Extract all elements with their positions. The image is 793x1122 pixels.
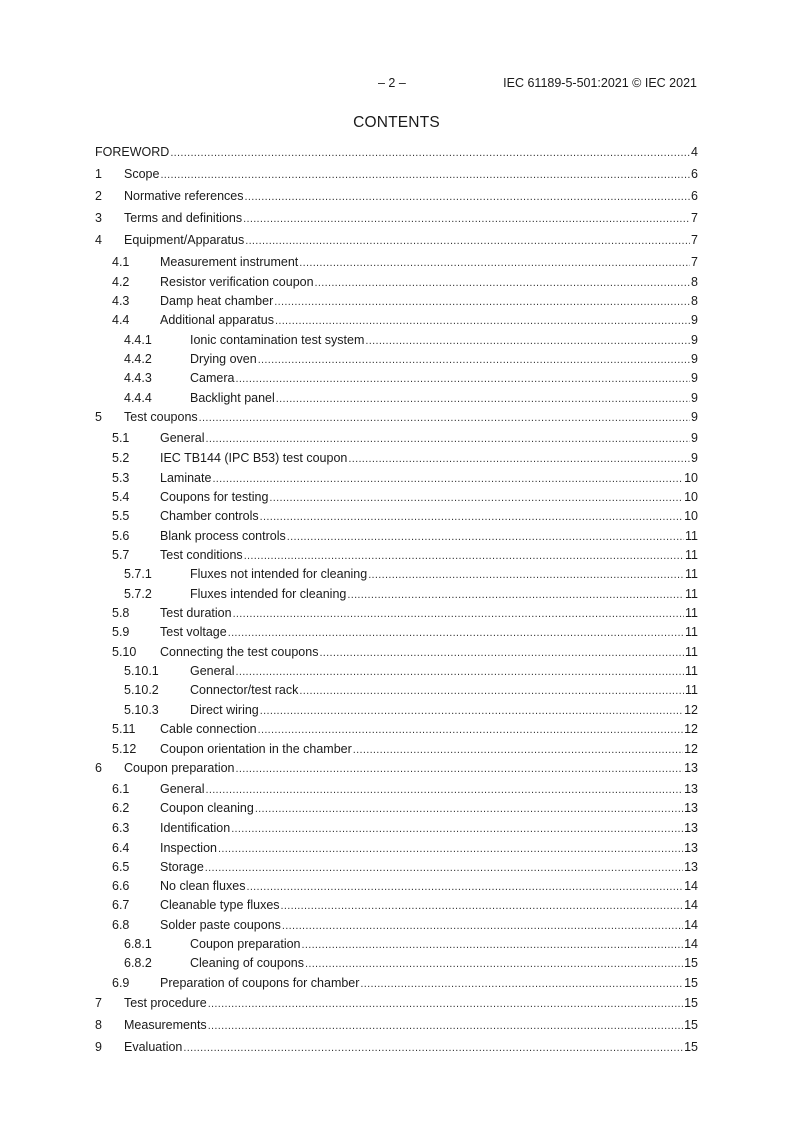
dot-leader [299,257,690,269]
toc-entry-page: 11 [685,587,698,601]
toc-entry[interactable] [95,703,698,719]
dot-leader [160,169,690,181]
toc-entry-number: 6.4 [112,841,130,855]
dot-leader [245,191,691,203]
toc-entry-body [160,742,698,756]
toc-entry-number: 6.9 [112,976,130,990]
dot-leader [235,666,684,678]
toc-entry-number: 5.10 [112,645,137,659]
toc-entry-title[interactable]: Normative references [124,189,244,203]
toc-entry-body [124,410,698,424]
toc-entry[interactable] [95,782,698,798]
toc-entry-number: 4 [95,233,102,247]
toc-entry-number: 5.7.1 [124,567,152,581]
toc-entry[interactable] [95,410,698,426]
toc-entry-body [190,567,698,581]
toc-entry[interactable] [95,313,698,329]
toc-entry-page: 9 [691,431,698,445]
page-title: CONTENTS [353,114,440,131]
toc-entry-title[interactable]: Storage [160,860,204,874]
toc-entry-title[interactable]: Preparation of coupons for chamber [160,976,360,990]
toc-entry-body [160,782,698,796]
toc-entry-page: 13 [684,761,698,775]
toc-entry-title[interactable]: Coupon preparation [190,937,301,951]
toc-entry-body [160,529,698,543]
toc-entry-body [124,233,698,247]
dot-leader [205,862,683,874]
toc-entry-page: 9 [691,333,698,347]
standard-identifier: IEC 61189-5-501:2021 © IEC 2021 [503,76,697,90]
toc-entry-page: 6 [691,189,698,203]
toc-entry-number: 6.6 [112,879,130,893]
toc-entry[interactable] [95,451,698,467]
toc-entry-number: 7 [95,996,102,1010]
toc-entry[interactable] [95,490,698,506]
page-number: – 2 – [378,76,406,90]
toc-entry[interactable] [95,587,698,603]
toc-entry-page: 9 [691,410,698,424]
toc-entry-page: 14 [684,879,698,893]
toc-entry-title[interactable]: Inspection [160,841,217,855]
dot-leader [368,569,684,581]
toc-entry-page: 8 [691,275,698,289]
toc-entry-number: 2 [95,189,102,203]
toc-entry-number: 4.4.2 [124,352,152,366]
toc-entry[interactable] [95,371,698,387]
toc-entry-body [160,898,698,912]
toc-entry-page: 11 [685,529,698,543]
toc-entry-number: 6.2 [112,801,130,815]
toc-entry-title[interactable]: Evaluation [124,1040,183,1054]
toc-entry[interactable] [95,294,698,310]
toc-entry-page: 11 [685,567,698,581]
toc-entry-title[interactable]: Terms and definitions [124,211,243,225]
toc-entry[interactable] [95,1040,698,1056]
toc-entry-page: 9 [691,352,698,366]
toc-entry-body [124,211,698,225]
dot-leader [282,920,683,932]
dot-leader [235,373,690,385]
toc-entry-body [160,255,698,269]
toc-entry-title[interactable]: Connector/test rack [190,683,299,697]
dot-leader [233,608,684,620]
toc-entry[interactable] [95,145,698,161]
dot-leader [305,958,683,970]
toc-entry-number: 8 [95,1018,102,1032]
toc-entry-page: 9 [691,451,698,465]
toc-entry[interactable] [95,742,698,758]
toc-entry-page: 12 [684,742,698,756]
dot-leader [208,998,683,1010]
toc-entry[interactable] [95,937,698,953]
toc-entry[interactable] [95,956,698,972]
toc-entry-number: 5.1 [112,431,130,445]
toc-entry[interactable] [95,722,698,738]
toc-entry-number: 4.4 [112,313,130,327]
toc-entry-body [160,606,698,620]
toc-entry-title[interactable]: Identification [160,821,231,835]
toc-entry[interactable] [95,567,698,583]
toc-entry-body [124,1040,698,1054]
toc-entry-body [160,509,698,523]
toc-entry-body [160,294,698,308]
toc-entry-number: 6.8.1 [124,937,152,951]
toc-entry-page: 7 [691,255,698,269]
dot-leader [269,492,683,504]
toc-entry-page: 14 [684,918,698,932]
toc-entry-number: 4.4.1 [124,333,152,347]
toc-entry-page: 10 [684,471,698,485]
toc-entry-body [160,471,698,485]
dot-leader [302,939,684,951]
toc-entry-title[interactable]: FOREWORD [95,145,170,159]
dot-leader [183,1042,683,1054]
toc-entry-body [160,275,698,289]
toc-entry-body [160,879,698,893]
toc-entry-title[interactable]: Coupon orientation in the chamber [160,742,352,756]
toc-entry-number: 6.1 [112,782,130,796]
toc-entry-page: 7 [691,233,698,247]
toc-entry-title[interactable]: IEC TB144 (IPC B53) test coupon [160,451,348,465]
toc-entry-body [160,976,698,990]
toc-entry-page: 13 [684,841,698,855]
toc-entry-page: 10 [684,509,698,523]
toc-entry-number: 6.8 [112,918,130,932]
toc-entry-title[interactable]: Solder paste coupons [160,918,281,932]
toc-entry-page: 14 [684,937,698,951]
toc-entry-page: 15 [684,1018,698,1032]
toc-entry-title[interactable]: Additional apparatus [160,313,274,327]
toc-entry[interactable] [95,509,698,525]
toc-entry[interactable] [95,391,698,407]
dot-leader [319,647,684,659]
toc-entry-body [160,841,698,855]
toc-entry[interactable] [95,879,698,895]
dot-leader [228,627,684,639]
dot-leader [218,843,683,855]
toc-entry-page: 11 [685,683,698,697]
toc-entry-number: 6 [95,761,102,775]
toc-entry[interactable] [95,625,698,641]
toc-entry-body [160,548,698,562]
toc-entry[interactable] [95,841,698,857]
toc-entry[interactable] [95,898,698,914]
toc-entry-title[interactable]: Coupons for testing [160,490,269,504]
toc-entry-body [190,371,698,385]
dot-leader [258,724,683,736]
dot-leader [348,453,690,465]
toc-entry[interactable] [95,860,698,876]
toc-entry-title[interactable]: Test voltage [160,625,227,639]
toc-entry-body [124,167,698,181]
toc-entry-number: 3 [95,211,102,225]
toc-entry-title[interactable]: Connecting the test coupons [160,645,319,659]
dot-leader [360,978,683,990]
toc-entry-title[interactable]: Test conditions [160,548,243,562]
toc-entry-page: 4 [691,145,698,159]
toc-entry-title[interactable]: Test procedure [124,996,207,1010]
toc-entry-body [190,391,698,405]
toc-entry-body [124,996,698,1010]
toc-entry-body [190,683,698,697]
toc-entry-page: 15 [684,996,698,1010]
dot-leader [231,823,683,835]
dot-leader [199,412,690,424]
toc-entry-body [160,801,698,815]
toc-entry-number: 6.7 [112,898,130,912]
toc-entry-number: 5.10.1 [124,664,159,678]
toc-entry-title[interactable]: Damp heat chamber [160,294,274,308]
toc-entry-body [160,313,698,327]
dot-leader [246,881,683,893]
toc-entry[interactable] [95,606,698,622]
toc-entry-title[interactable]: Cleaning of coupons [190,956,304,970]
dot-leader [299,685,684,697]
toc-entry-number: 5.3 [112,471,130,485]
toc-entry-page: 11 [685,548,698,562]
toc-entry[interactable] [95,664,698,680]
toc-entry-page: 15 [684,976,698,990]
dot-leader [347,589,684,601]
toc-entry-body [124,1018,698,1032]
toc-entry-title[interactable]: Scope [124,167,160,181]
toc-entry-number: 9 [95,1040,102,1054]
toc-entry-title[interactable]: Blank process controls [160,529,286,543]
dot-leader [236,763,684,775]
toc-entry-page: 11 [685,625,698,639]
dot-leader [353,744,683,756]
toc-entry-number: 5 [95,410,102,424]
dot-leader [205,784,683,796]
toc-entry-body [190,664,698,678]
dot-leader [260,511,683,523]
toc-entry-page: 8 [691,294,698,308]
toc-entry[interactable] [95,471,698,487]
toc-entry-page: 15 [684,956,698,970]
toc-entry-body [190,937,698,951]
toc-entry-title[interactable]: General [160,782,205,796]
toc-entry-number: 5.12 [112,742,137,756]
toc-entry-body [190,703,698,717]
toc-entry[interactable] [95,918,698,934]
toc-entry-title[interactable]: Measurement instrument [160,255,299,269]
toc-entry-number: 5.10.2 [124,683,159,697]
toc-entry[interactable] [95,976,698,992]
toc-entry-title[interactable]: Equipment/Apparatus [124,233,245,247]
toc-entry-page: 9 [691,313,698,327]
toc-entry[interactable] [95,352,698,368]
toc-entry-number: 5.6 [112,529,130,543]
toc-entry[interactable] [95,211,698,227]
toc-entry[interactable] [95,431,698,447]
toc-entry-title[interactable]: Fluxes intended for cleaning [190,587,347,601]
toc-entry-page: 11 [685,606,698,620]
toc-entry-title[interactable]: Cable connection [160,722,257,736]
toc-entry-number: 5.8 [112,606,130,620]
toc-entry-number: 5.10.3 [124,703,159,717]
toc-entry-body [190,587,698,601]
toc-entry[interactable] [95,801,698,817]
toc-entry-number: 5.9 [112,625,130,639]
toc-entry-title[interactable]: Laminate [160,471,212,485]
toc-entry-number: 4.2 [112,275,130,289]
dot-leader [287,531,684,543]
page-header [0,76,697,92]
toc-entry[interactable] [95,683,698,699]
toc-entry-body [160,431,698,445]
toc-entry-number: 4.1 [112,255,130,269]
dot-leader [274,296,690,308]
toc-entry-title[interactable]: Ionic contamination test system [190,333,365,347]
toc-entry-title[interactable]: Chamber controls [160,509,259,523]
dot-leader [244,550,684,562]
toc-entry-body [190,333,698,347]
toc-entry-number: 5.4 [112,490,130,504]
toc-entry-number: 6.3 [112,821,130,835]
toc-entry[interactable] [95,167,698,183]
toc-entry-number: 4.4.4 [124,391,152,405]
dot-leader [260,705,683,717]
toc-entry-title[interactable]: Drying oven [190,352,257,366]
toc-entry-body [95,145,698,159]
toc-entry-number: 4.4.3 [124,371,152,385]
toc-entry-number: 5.5 [112,509,130,523]
toc-entry[interactable] [95,333,698,349]
dot-leader [170,147,690,159]
dot-leader [245,235,690,247]
toc-entry-number: 4.3 [112,294,130,308]
toc-entry-page: 11 [685,645,698,659]
toc-entry[interactable] [95,821,698,837]
toc-entry-body [160,645,698,659]
toc-entry[interactable] [95,996,698,1012]
dot-leader [212,473,683,485]
toc-entry-page: 13 [684,860,698,874]
toc-entry-title[interactable]: Direct wiring [190,703,259,717]
toc-entry-page: 14 [684,898,698,912]
toc-entry-body [160,918,698,932]
toc-entry-body [124,189,698,203]
toc-entry[interactable] [95,548,698,564]
toc-entry[interactable] [95,189,698,205]
toc-entry-page: 13 [684,801,698,815]
toc-entry-page: 13 [684,782,698,796]
toc-entry-number: 5.11 [112,722,136,736]
toc-entry-page: 12 [684,703,698,717]
toc-entry-number: 5.7.2 [124,587,152,601]
toc-entry-title[interactable]: Measurements [124,1018,207,1032]
toc-entry-body [160,625,698,639]
dot-leader [365,335,690,347]
toc-entry-title[interactable]: General [160,431,205,445]
toc-entry-number: 6.8.2 [124,956,152,970]
toc-entry-page: 9 [691,371,698,385]
toc-entry[interactable] [95,255,698,271]
toc-entry-title[interactable]: No clean fluxes [160,879,246,893]
toc-entry-title[interactable]: Fluxes not intended for cleaning [190,567,368,581]
toc-entry-page: 6 [691,167,698,181]
dot-leader [243,213,690,225]
toc-entry-body [160,490,698,504]
toc-entry-title[interactable]: General [190,664,235,678]
toc-entry-number: 5.2 [112,451,130,465]
toc-entry[interactable] [95,529,698,545]
toc-entry-page: 9 [691,391,698,405]
toc-entry-title[interactable]: Cleanable type fluxes [160,898,280,912]
toc-entry-page: 7 [691,211,698,225]
toc-entry-title[interactable]: Coupon preparation [124,761,235,775]
dot-leader [281,900,684,912]
toc-entry[interactable] [95,233,698,249]
toc-entry-title[interactable]: Resistor verification coupon [160,275,314,289]
dot-leader [275,315,690,327]
toc-entry-number: 6.5 [112,860,130,874]
toc-entry-body [190,956,698,970]
toc-entry[interactable] [95,645,698,661]
toc-entry-body [160,722,698,736]
toc-entry-title[interactable]: Backlight panel [190,391,275,405]
dot-leader [205,433,690,445]
toc-entry-title[interactable]: Camera [190,371,235,385]
toc-entry-title[interactable]: Test coupons [124,410,198,424]
dot-leader [276,393,690,405]
toc-entry[interactable] [95,1018,698,1034]
toc-entry-body [160,860,698,874]
toc-entry-page: 11 [685,664,698,678]
toc-entry-page: 12 [684,722,698,736]
toc-entry-body [124,761,698,775]
toc-entry[interactable] [95,275,698,291]
dot-leader [258,354,690,366]
toc-entry-number: 1 [95,167,102,181]
toc-entry-title[interactable]: Test duration [160,606,232,620]
dot-leader [208,1020,683,1032]
toc-entry-body [160,451,698,465]
toc-entry-body [160,821,698,835]
toc-entry-page: 10 [684,490,698,504]
toc-entry-body [190,352,698,366]
toc-entry-title[interactable]: Coupon cleaning [160,801,254,815]
toc-entry-page: 13 [684,821,698,835]
dot-leader [315,277,691,289]
toc-entry-number: 5.7 [112,548,130,562]
toc-entry-page: 15 [684,1040,698,1054]
toc-entry[interactable] [95,761,698,777]
dot-leader [255,803,683,815]
